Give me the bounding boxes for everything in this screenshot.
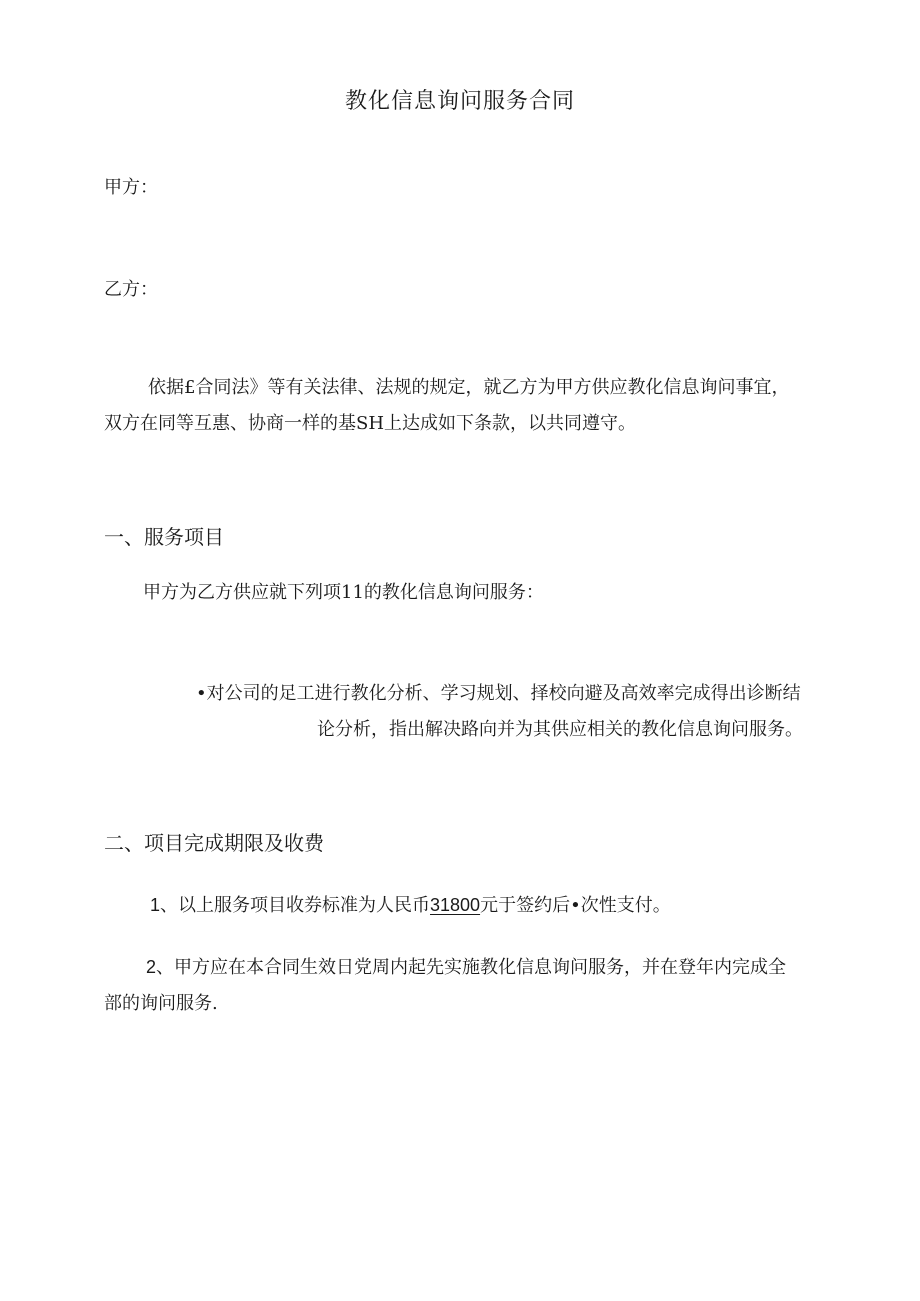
party-a-label: 甲方： — [104, 177, 158, 198]
item-1-text-after: 元于签约后•次性支付。 — [480, 895, 671, 916]
intro-line-2: 双方在同等互惠、协商一样的基SH上达成如下条款，以共同遵守。 — [104, 413, 637, 434]
item-1-number: 1 — [150, 895, 161, 915]
section-1-bullet-line-1: •对公司的足工进行教化分析、学习规划、择校向避及高效率完成得出诊断结 — [196, 683, 801, 704]
section-2-item-1 — [150, 893, 671, 918]
item-1-text-before: 、以上服务项目收券标准为人民币 — [160, 895, 431, 916]
document-title: 教化信息询问服务合同 — [344, 89, 575, 114]
section-1-heading: 一、服务项目 — [104, 525, 224, 549]
section-2-item-2-line-2: 部的询问服务. — [104, 993, 218, 1014]
item-2-text: 、甲方应在本合同生效日党周内起先实施教化信息询问服务，并在登年内完成全 — [156, 957, 787, 978]
section-1-bullet-line-2: 论分析，指出解决路向并为其供应相关的教化信息询问服务。 — [317, 719, 803, 740]
fee-amount: 31800 — [430, 895, 481, 915]
party-b-label: 乙方： — [104, 279, 158, 300]
item-2-number: 2 — [146, 957, 157, 977]
section-2-item-2-line-1 — [146, 955, 786, 980]
section-2-heading: 二、项目完成期限及收费 — [104, 831, 324, 855]
section-1-lead: 甲方为乙方供应就下列项11的教化信息询问服务： — [143, 582, 544, 603]
intro-line-1: 依据£合同法》等有关法律、法规的规定，就乙方为甲方供应教化信息询问事宜， — [148, 377, 790, 398]
